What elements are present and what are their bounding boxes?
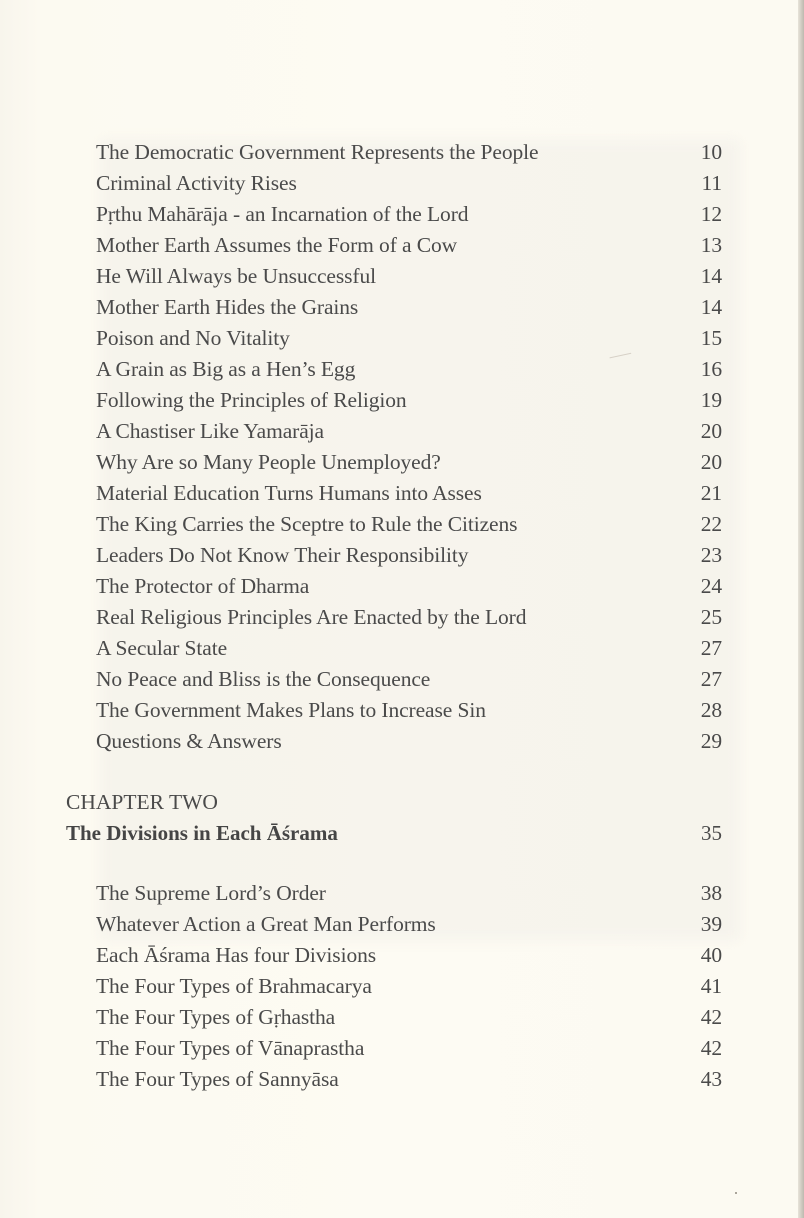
toc-entry-page: 19 [700,388,722,412]
toc-entry-page: 10 [700,140,722,164]
toc-entry-title: A Chastiser Like Yamarāja [96,419,324,443]
toc-entry-title: Following the Principles of Religion [96,388,407,412]
toc-entry-page: 25 [700,605,722,629]
chapter-label: CHAPTER TWO [66,790,218,814]
toc-entry-page: 41 [700,974,722,998]
toc-entry-page: 15 [700,326,722,350]
toc-entry-title: Leaders Do Not Know Their Responsibility [96,543,469,567]
toc-entry-title: Mother Earth Assumes the Form of a Cow [96,233,458,257]
toc-entry-page: 14 [700,295,722,319]
toc-entry-title: Poison and No Vitality [96,326,290,350]
toc-entry-title: Real Religious Principles Are Enacted by the Lord [96,605,527,629]
toc-entry-page: 22 [700,512,722,536]
toc-chapter-two-list [96,878,722,1095]
toc-entry [96,168,722,199]
toc-entry-page: 12 [700,202,722,226]
toc-entry-title: He Will Always be Unsuccessful [96,264,376,288]
toc-entry [96,385,722,416]
toc-entry-title: Why Are so Many People Unemployed? [96,450,441,474]
toc-entry [96,509,722,540]
toc-entry [96,726,722,757]
toc-entry-title: The Democratic Government Represents the People [96,140,539,164]
toc-entry [96,416,722,447]
toc-entry-page: 27 [700,667,722,691]
toc-entry-title: No Peace and Bliss is the Consequence [96,667,431,691]
toc-entry-title: Criminal Activity Rises [96,171,297,195]
toc-entry-title: The Protector of Dharma [96,574,310,598]
toc-entry [96,1033,722,1064]
toc-entry-title: The King Carries the Sceptre to Rule the Citizens [96,512,518,536]
toc-entry-title: The Four Types of Brahmacarya [96,974,372,998]
toc-entry-page: 13 [700,233,722,257]
toc-entry [96,292,722,323]
toc-entry-page: 24 [700,574,722,598]
toc-entry [96,940,722,971]
chapter-two-heading [66,787,722,849]
toc-entry-page: 39 [700,912,722,936]
toc-entry [96,571,722,602]
toc-entry-title: Material Education Turns Humans into Asses [96,481,482,505]
toc-entry-page: 38 [700,881,722,905]
toc-entry-page: 20 [700,419,722,443]
toc-entry-page: 28 [700,698,722,722]
toc-entry [96,199,722,230]
toc-entry-title: A Secular State [96,636,228,660]
toc-entry-title: Mother Earth Hides the Grains [96,295,359,319]
toc-entry-page: 43 [700,1067,722,1091]
toc-chapter-one-list [96,137,722,757]
toc-entry-title: Each Āśrama Has four Divisions [96,943,377,967]
toc-entry [96,878,722,909]
chapter-page: 35 [701,821,722,845]
toc-entry-page: 11 [701,171,722,195]
toc-entry-page: 20 [700,450,722,474]
toc-entry [96,695,722,726]
toc-entry-page: 42 [700,1005,722,1029]
toc-entry [96,633,722,664]
toc-entry-title: Questions & Answers [96,729,282,753]
toc-entry [96,1064,722,1095]
toc-entry-title: The Government Makes Plans to Increase Sin [96,698,486,722]
toc-entry [96,137,722,168]
toc-entry-page: 23 [700,543,722,567]
toc-entry [96,1002,722,1033]
toc-entry [96,602,722,633]
toc-entry [96,540,722,571]
toc-entry-title: The Four Types of Vānaprastha [96,1036,365,1060]
toc-entry [96,478,722,509]
toc-entry-title: Whatever Action a Great Man Performs [96,912,436,936]
toc-entry-page: 29 [700,729,722,753]
toc-entry-title: The Supreme Lord’s Order [96,881,326,905]
toc-entry [96,971,722,1002]
toc-entry [96,354,722,385]
toc-entry [96,261,722,292]
toc-entry-page: 40 [700,943,722,967]
chapter-title-row [66,818,722,849]
toc-entry-page: 16 [700,357,722,381]
toc-entry [96,323,722,354]
toc-entry-title: A Grain as Big as a Hen’s Egg [96,357,356,381]
toc-entry [96,664,722,695]
paper-speck [735,1192,737,1194]
toc-entry [96,447,722,478]
chapter-title: The Divisions in Each Āśrama [66,821,338,845]
toc-entry-title: The Four Types of Gṛhastha [96,1005,336,1029]
toc-entry-page: 27 [700,636,722,660]
page-edge-shadow [798,0,804,1218]
toc-entry [96,909,722,940]
toc-entry-title: The Four Types of Sannyāsa [96,1067,339,1091]
toc-entry [96,230,722,261]
toc-entry-title: Pṛthu Mahārāja - an Incarnation of the Lord [96,202,469,226]
toc-entry-page: 21 [700,481,722,505]
toc-entry-page: 14 [700,264,722,288]
toc-entry-page: 42 [700,1036,722,1060]
